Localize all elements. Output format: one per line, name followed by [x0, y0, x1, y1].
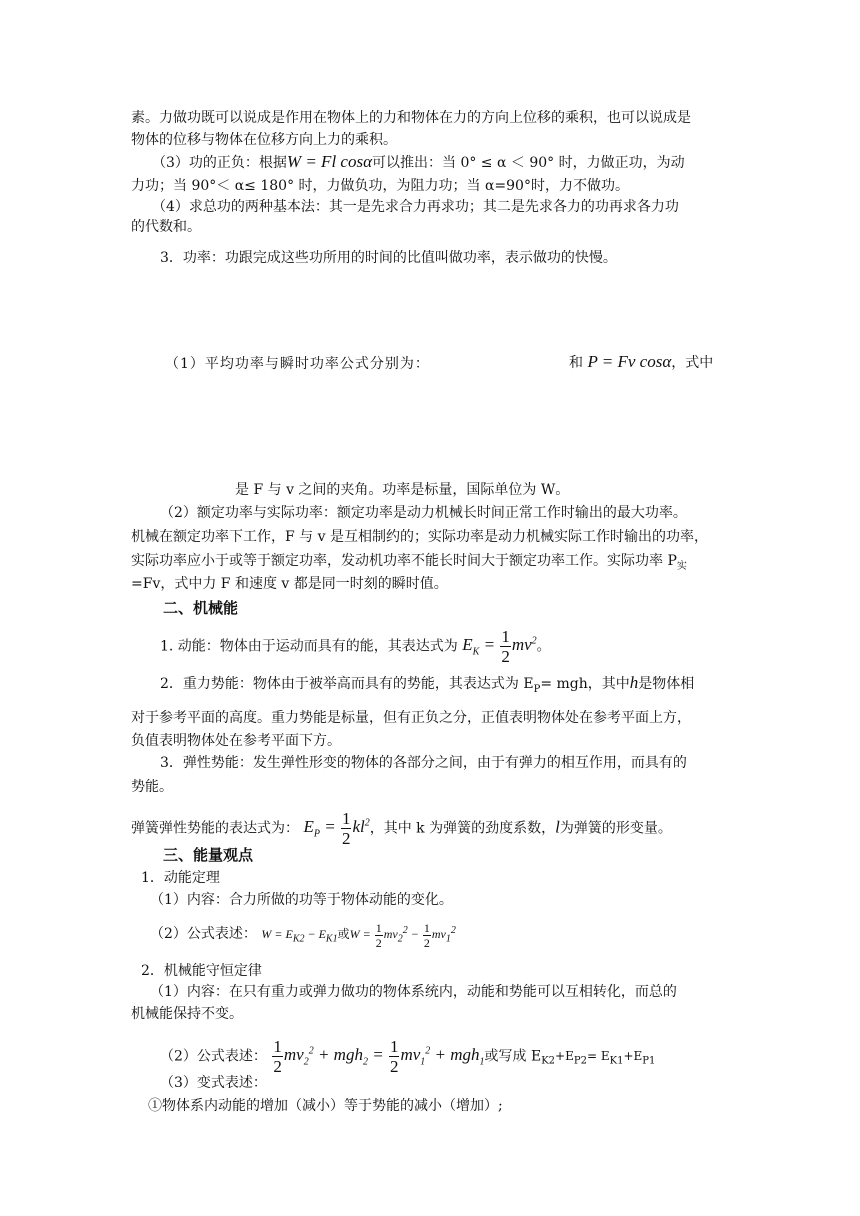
paragraph-line: 素。力做功既可以说成是作用在物体上的力和物体在力的方向上位移的乘积，也可以说成是: [131, 110, 691, 126]
section-heading: 三、能量观点: [163, 846, 254, 864]
power-formula-line: [165, 354, 730, 374]
subscript: 实: [676, 560, 687, 572]
kinetic-formula: $E_K$ = $\frac{1}{2}$ $mv^2$: [462, 627, 537, 666]
paragraph-line: （3）变式表述：: [160, 1075, 267, 1091]
paragraph-line: ①物体系内动能的增加（减小）等于势能的减小（增加）;: [148, 1098, 503, 1114]
theorem-formula-line: [150, 921, 456, 949]
subsection-title: 1．动能定理: [141, 870, 220, 886]
paragraph-line: 机械能保持不变。: [131, 1006, 243, 1022]
paragraph-line: =Fv，式中力 F 和速度 v 都是同一时刻的瞬时值。: [131, 576, 448, 592]
l-symbol: l: [555, 817, 560, 837]
kinetic-text: 1. 动能：物体由于运动而具有的能，其表达式为: [160, 638, 458, 655]
theorem-formula: $W = E_{K2} - E_{K1}$或W = $\frac{1}{2}$ $mv_2^2$ − $\frac{1}{2}$ $mv_1^2$: [261, 920, 456, 950]
sign-prefix: （3）功的正负：根据: [152, 155, 287, 171]
paragraph-line: （2）额定功率与实际功率：额定功率是动力机械长时间正常工作时输出的最大功率。: [160, 505, 687, 521]
section-heading: 二、机械能: [163, 599, 239, 617]
formula-and: 和: [569, 355, 583, 371]
spring-end: 为弹簧的形变量。: [559, 820, 672, 837]
formula-text: （1）平均功率与瞬时功率公式分别为：: [165, 356, 430, 372]
paragraph-line: 负值表明物体处在参考平面下方。: [131, 733, 341, 749]
paragraph-line: 对于参考平面的高度。重力势能是标量，但有正负之分，正值表明物体处在参考平面上方，: [131, 710, 691, 726]
gravity-text-end: 是物体相: [638, 676, 695, 692]
sign-suffix: 可以推出：当 0° ≤ α ＜ 90° 时，力做正功，为动: [372, 155, 685, 171]
conservation-alt: 或写成 E: [484, 1048, 542, 1065]
formula-label: （2）公式表述：: [150, 926, 257, 942]
formula-right: [569, 352, 713, 373]
paragraph-line: 物体的位移与物体在位移方向上力的乘积。: [131, 132, 397, 148]
work-formula: W = Fl cosα: [286, 152, 372, 171]
conservation-formula: $\frac{1}{2}$ $mv_2^2 + mgh_2$ = $\frac{1}{2}$ $mv_1^2 + mgh_1$: [273, 1037, 485, 1076]
formula-label: （2）公式表述：: [160, 1048, 267, 1065]
power-formula: P = Fv cosα: [587, 352, 672, 371]
paragraph-line: （1）内容：合力所做的功等于物体动能的变化。: [150, 892, 453, 908]
paragraph-line: [131, 551, 687, 577]
spring-mid: ，其中 k 为弹簧的劲度系数，: [369, 820, 556, 837]
gravity-text: 2．重力势能：物体由于被举高而具有的势能，其表达式为 E: [160, 676, 534, 692]
spring-formula: $E_P$ = $\frac{1}{2}$ $kl^2$: [303, 809, 370, 848]
paragraph-line: （4）求总功的两种基本法：其一是先求合力再求功；其二是先求各力的功再求各力功: [152, 199, 679, 215]
conservation-formula-line: [160, 1038, 655, 1075]
gravity-energy-line: [160, 673, 694, 700]
paragraph-line: 的代数和。: [131, 219, 201, 235]
formula-tail: ，式中: [671, 355, 714, 371]
kinetic-energy-line: [160, 628, 551, 665]
paragraph-line: 力功；当 90°＜ α≤ 180° 时，力做负功，为阻力功；当 α=90°时，力不做功。: [131, 178, 629, 194]
gravity-formula: = mgh，其中: [540, 676, 630, 692]
subscript: P: [533, 683, 541, 695]
work-sign-paragraph: [152, 152, 685, 173]
paragraph-line: 3．弹性势能：发生弹性形变的物体的各部分之间，由于有弹力的相互作用，而具有的: [160, 755, 687, 771]
paragraph-line: 是 F 与 v 之间的夹角。功率是标量，国际单位为 W。: [235, 482, 570, 498]
h-symbol: h: [629, 673, 639, 692]
paragraph-line: 势能。: [131, 779, 173, 795]
rated-text: 实际功率应小于或等于额定功率，发动机功率不能长时间大于额定功率工作。实际功率 P: [131, 553, 677, 569]
spring-energy-line: [131, 810, 672, 847]
alt-formula: $_{K2}+E_{P2}= E_{K1}+E_{P1}$: [541, 1049, 656, 1067]
subsection-title: 2．机械能守恒定律: [141, 963, 262, 979]
power-definition: 3．功率：功跟完成这些功所用的时间的比值叫做功率，表示做功的快慢。: [160, 250, 617, 266]
paragraph-line: 机械在额定功率下工作，F 与 v 是互相制约的；实际功率是动力机械实际工作时输出的功率，: [131, 529, 708, 545]
paragraph-line: （1）内容：在只有重力或弹力做功的物体系统内，动能和势能可以互相转化，而总的: [150, 984, 677, 1000]
spring-text: 弹簧弹性势能的表达式为：: [131, 820, 299, 837]
kinetic-end: 。: [536, 638, 551, 655]
